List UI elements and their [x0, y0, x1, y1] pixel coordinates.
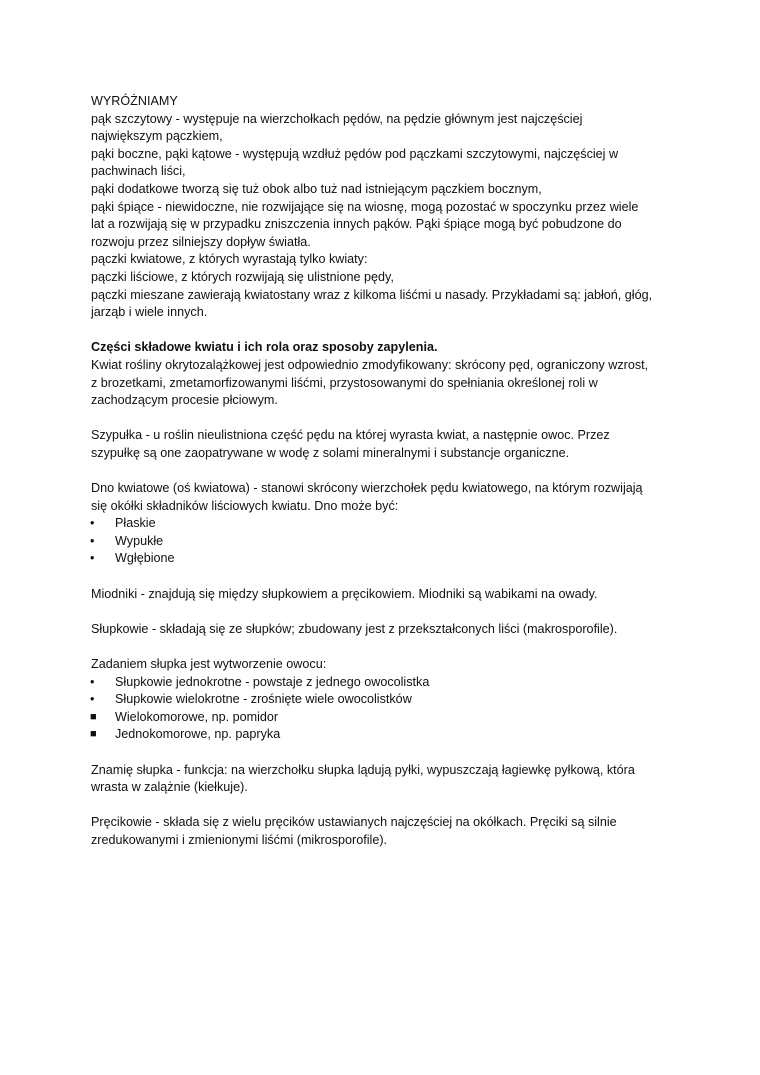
- text-line: zredukowanymi i zmienionymi liśćmi (mikrosporofile).: [91, 832, 388, 847]
- section-heading-czesci-kwiatu: Części składowe kwiatu i ich rola oraz sposoby zapylenia.: [91, 340, 438, 355]
- bullet-icon: •: [90, 533, 95, 548]
- section-heading-wyrozniamy: WYRÓŻNIAMY: [91, 94, 178, 108]
- text-line: Zadaniem słupka jest wytworzenie owocu:: [91, 657, 327, 671]
- text-line: pąk szczytowy - występuje na wierzchołkach pędów, na pędzie głównym jest najczęściej: [91, 111, 583, 126]
- text-line: pąki boczne, pąki kątowe - występują wzdłuż pędów pod pączkami szczytowymi, najczęściej w: [91, 146, 619, 161]
- paragraph-gap: [91, 797, 681, 815]
- text-line: pączki kwiatowe, z których wyrastają tylko kwiaty:: [91, 252, 368, 267]
- list-item-text: Słupkowie jednokrotne - powstaje z jednego owocolistka: [115, 674, 430, 689]
- bullet-icon: •: [90, 551, 95, 566]
- text-line: Dno kwiatowe (oś kwiatowa) - stanowi skrócony wierzchołek pędu kwiatowego, na którym rozwijają: [91, 481, 643, 496]
- paragraph-gap: [91, 744, 681, 762]
- bullet-icon: •: [90, 674, 95, 689]
- paragraph-gap: [91, 568, 681, 586]
- text-line: Kwiat rośliny okrytozalążkowej jest odpowiednio zmodyfikowany: skrócony pęd, ograniczony wzrost,: [91, 357, 649, 372]
- list-item: [91, 674, 681, 692]
- paragraph-gap: [91, 410, 681, 428]
- text-line: Szypułka - u roślin nieulistniona część pędu na której wyrasta kwiat, a następnie owoc. Przez: [91, 428, 610, 443]
- square-bullet-icon: ■: [90, 728, 97, 741]
- list-item-text: Słupkowie wielokrotne - zrośnięte wiele owocolistków: [115, 692, 412, 707]
- list-item: [91, 691, 681, 709]
- text-line: lat a rozwijają się w przypadku zniszczenia innych pąków. Pąki śpiące mogą być pobudzone do: [91, 217, 622, 232]
- list-item-text: Wielokomorowe, np. pomidor: [115, 709, 279, 724]
- list-item: [91, 709, 681, 727]
- text-line: Pręcikowie - składa się z wielu pręcików ustawianych najczęściej na okółkach. Pręciki są silnie: [91, 815, 617, 830]
- text-line: zachodzącym procesie płciowym.: [91, 393, 278, 408]
- text-line: szypułkę są one zaopatrywane w wodę z solami mineralnymi i substancje organiczne.: [91, 445, 570, 460]
- text-line: pąki dodatkowe tworzą się tuż obok albo tuż nad istniejącym pączkiem bocznym,: [91, 181, 542, 196]
- list-item-text: Wypukłe: [115, 533, 164, 548]
- square-bullet-icon: ■: [90, 710, 97, 723]
- list-item: [91, 515, 681, 533]
- text-line: Znamię słupka - funkcja: na wierzchołku słupka lądują pyłki, wypuszczają łagiewkę pyłkową, która: [91, 762, 635, 777]
- text-line: pączki liściowe, z których rozwijają się ulistnione pędy,: [91, 269, 394, 284]
- text-line: Miodniki - znajdują się między słupkowiem a pręcikowiem. Miodniki są wabikami na owady.: [91, 586, 598, 601]
- list-item-text: Wgłębione: [115, 551, 175, 566]
- bullet-icon: •: [90, 692, 95, 707]
- list-item-text: Płaskie: [115, 516, 156, 531]
- text-line: z brozetkami, zmetamorfizowanymi liśćmi, przystosowanymi do spełniania określonej roli w: [91, 375, 598, 390]
- text-line: się okółki składników liściowych kwiatu. Dno może być:: [91, 498, 399, 513]
- text-line: Słupkowie - składają się ze słupków; zbudowany jest z przekształconych liści (makrosporofile).: [91, 621, 618, 636]
- paragraph-gap: [91, 638, 681, 656]
- text-line: jarząb i wiele innych.: [91, 305, 208, 320]
- bullet-icon: •: [90, 516, 95, 531]
- list-item-text: Jednokomorowe, np. papryka: [115, 727, 281, 742]
- paragraph-gap: [91, 322, 681, 340]
- text-line: wrasta w zalążnie (kiełkuje).: [91, 780, 248, 795]
- list-item: [91, 550, 681, 568]
- text-line: rozwoju przez silniejszy dopływ światła.: [91, 234, 311, 249]
- paragraph-gap: [91, 603, 681, 621]
- text-line: pąki śpiące - niewidoczne, nie rozwijające się na wiosnę, mogą pozostać w spoczynku przez wiele: [91, 199, 639, 214]
- text-line: pączki mieszane zawierają kwiatostany wraz z kilkoma liśćmi u nasady. Przykładami są: jabłoń, głóg,: [91, 287, 653, 302]
- text-line: pachwinach liści,: [91, 164, 186, 179]
- paragraph-gap: [91, 462, 681, 480]
- list-item: [91, 533, 681, 551]
- document-body: [91, 93, 681, 850]
- text-line: największym pączkiem,: [91, 129, 223, 144]
- list-item: [91, 726, 681, 744]
